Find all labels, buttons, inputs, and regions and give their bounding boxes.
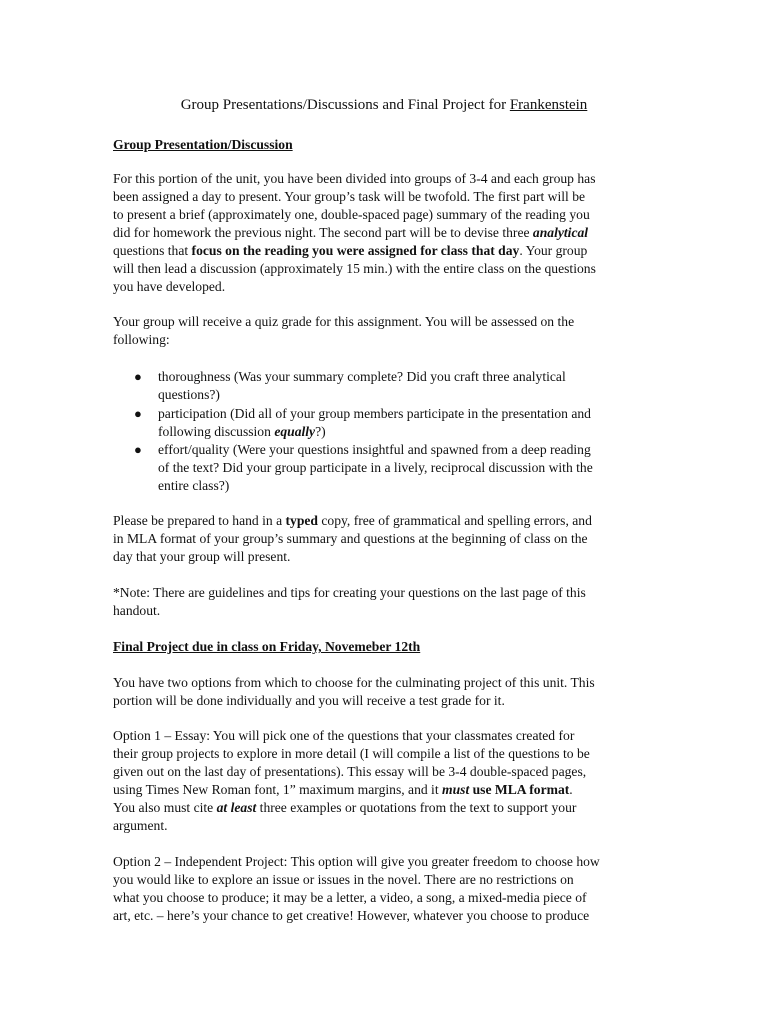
- emphasis-equally: equally: [274, 424, 316, 439]
- paragraph-line: you have developed.: [113, 279, 226, 294]
- paragraph-line: following:: [113, 332, 170, 347]
- bullet-item-line: participation (Did all of your group members participate in the presentation and: [158, 406, 591, 421]
- paragraph-line: will then lead a discussion (approximately 15 min.) with the entire class on the questions: [113, 261, 596, 276]
- bullet-item-line: following discussion equally?): [158, 424, 326, 439]
- paragraph-line: in MLA format of your group’s summary and questions at the beginning of class on the: [113, 531, 588, 546]
- paragraph-line: day that your group will present.: [113, 549, 291, 564]
- section-heading-final-project: Final Project due in class on Friday, Novemeber 12th: [113, 639, 421, 654]
- note-line: handout.: [113, 603, 161, 618]
- note-line: *Note: There are guidelines and tips for creating your questions on the last page of this: [113, 585, 586, 600]
- paragraph-line: to present a brief (approximately one, double-spaced page) summary of the reading you: [113, 207, 590, 222]
- paragraph-line: portion will be done individually and you will receive a test grade for it.: [113, 693, 505, 708]
- paragraph-line: questions that focus on the reading you were assigned for class that day. Your group: [113, 243, 588, 258]
- paragraph-line: did for homework the previous night. The second part will be to devise three analytical: [113, 225, 589, 240]
- option-2-line: Option 2 – Independent Project: This option will give you greater freedom to choose how: [113, 854, 600, 869]
- option-2-line: you would like to explore an issue or issues in the novel. There are no restrictions on: [113, 872, 574, 887]
- paragraph-line: Your group will receive a quiz grade for this assignment. You will be assessed on the: [113, 314, 575, 329]
- bullet-icon: ●: [134, 369, 142, 384]
- option-1-line: You also must cite at least three examples or quotations from the text to support your: [113, 800, 577, 815]
- option-2-line: art, etc. – here’s your chance to get creative! However, whatever you choose to produce: [113, 908, 590, 923]
- document-title: [0, 95, 768, 115]
- emphasis-at-least: at least: [216, 800, 257, 815]
- option-1-line: argument.: [113, 818, 168, 833]
- bullet-icon: ●: [134, 442, 142, 457]
- option-1-line: using Times New Roman font, 1” maximum margins, and it must use MLA format.: [113, 782, 573, 797]
- paragraph-line: You have two options from which to choose for the culminating project of this unit. This: [113, 675, 595, 690]
- emphasis-must: must: [442, 782, 470, 797]
- paragraph-line: For this portion of the unit, you have been divided into groups of 3-4 and each group has: [113, 171, 596, 186]
- option-1-line: given out on the last day of presentations). This essay will be 3-4 double-spaced pages,: [113, 764, 587, 779]
- paragraph-line: Please be prepared to hand in a typed copy, free of grammatical and spelling errors, and: [113, 513, 592, 528]
- paragraph-line: been assigned a day to present. Your group’s task will be twofold. The first part will be: [113, 189, 586, 204]
- emphasis-mla-format: use MLA format: [472, 782, 570, 797]
- bullet-item-line: questions?): [158, 387, 220, 402]
- bullet-item-line: entire class?): [158, 478, 230, 493]
- option-2-line: what you choose to produce; it may be a letter, a video, a song, a mixed-media piece of: [113, 890, 587, 905]
- title-text: Group Presentations/Discussions and Final Project for: [180, 97, 510, 113]
- bullet-icon: ●: [134, 406, 142, 421]
- option-1-line: their group projects to explore in more detail (I will compile a list of the questions to be: [113, 746, 590, 761]
- emphasis-typed: typed: [285, 513, 318, 528]
- bullet-item-line: effort/quality (Were your questions insightful and spawned from a deep reading: [158, 442, 591, 457]
- emphasis-analytical: analytical: [532, 225, 589, 240]
- emphasis-focus: focus on the reading you were assigned for class that day: [191, 243, 520, 258]
- bullet-item-line: thoroughness (Was your summary complete? Did you craft three analytical: [158, 369, 566, 384]
- section-heading-group-presentation: Group Presentation/Discussion: [113, 137, 293, 152]
- bullet-item-line: of the text? Did your group participate in a lively, reciprocal discussion with the: [158, 460, 593, 475]
- option-1-line: Option 1 – Essay: You will pick one of the questions that your classmates created for: [113, 728, 575, 743]
- book-title: Frankenstein: [509, 97, 588, 113]
